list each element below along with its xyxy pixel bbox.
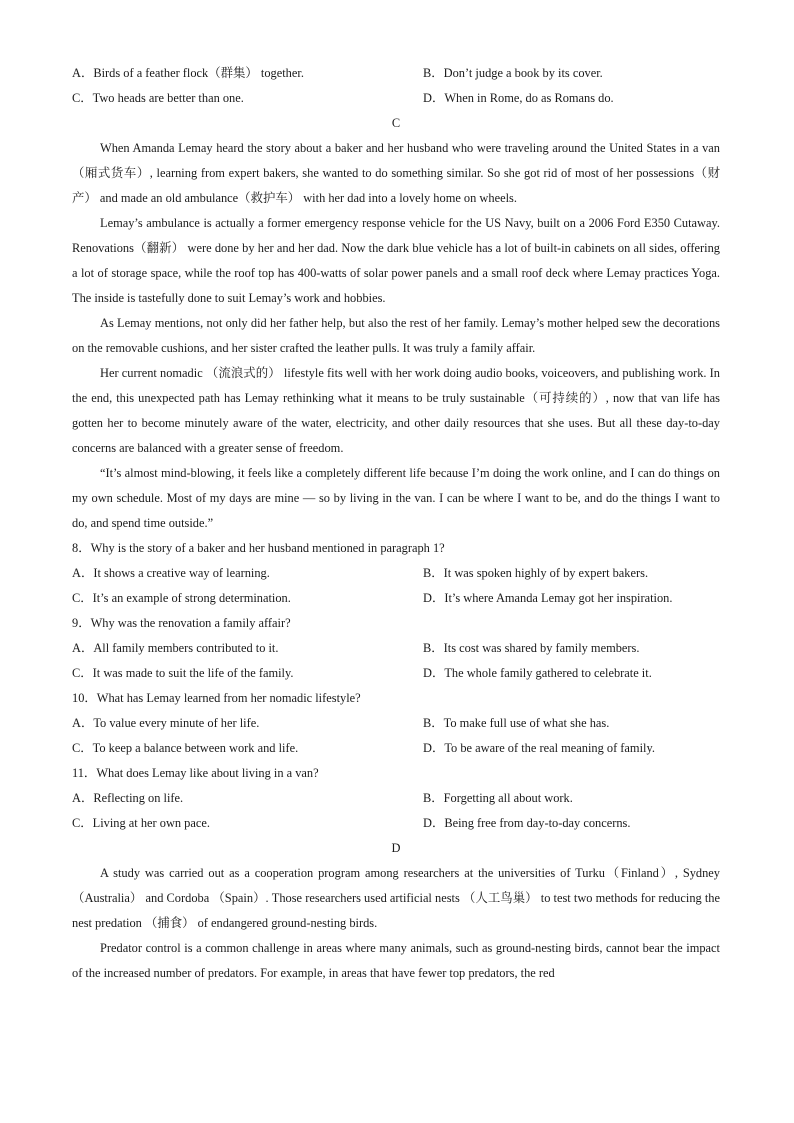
passage-c-paragraph-1: When Amanda Lemay heard the story about a baker and her husband who were traveling around the United States in a van（厢式货车）, learning from expert bakers, she wanted to do something similar. So she got rid of most of her possessions（财产） and made an old ambulance（救护车） with her dad into a lovely home on wheels. <box>72 141 720 205</box>
option-b: B．To make full use of what she has. <box>423 716 610 730</box>
passage-c-paragraph-4: Her current nomadic （流浪式的） lifestyle fits well with her work doing audio books, voiceovers, and publishing work. In the end, this unexpected path has Lemay rethinking what it means to be truly sustainable（可持续的）, now that van life has gotten her to become minutely aware of the water, electricity, and other daily resources that she uses. But all these day-to-day concerns are balanced with a greater sense of freedom. <box>72 366 720 455</box>
question-10-option-row <box>72 711 720 736</box>
option-a: A．Reflecting on life. <box>72 791 184 805</box>
option-b: B．It was spoken highly of by expert bakers. <box>423 566 649 580</box>
option-d: D．The whole family gathered to celebrate it. <box>423 666 652 680</box>
question-9-option-row <box>72 636 720 661</box>
section-d-heading: D <box>391 841 401 855</box>
option-b: B．Don’t judge a book by its cover. <box>423 66 603 80</box>
question-11-option-row <box>72 786 720 811</box>
question-11-option-row <box>72 811 720 836</box>
option-c: C．It’s an example of strong determination. <box>72 591 291 605</box>
question-10-option-row <box>72 736 720 761</box>
q7-option-row <box>72 86 720 111</box>
passage-c-paragraph-3: As Lemay mentions, not only did her father help, but also the rest of her family. Lemay’s mother helped sew the decorations on the removable cushions, and her sister crafted the leather pulls. It was truly a family affair. <box>72 316 720 355</box>
option-d: D．To be aware of the real meaning of family. <box>423 741 655 755</box>
option-b: B．Its cost was shared by family members. <box>423 641 640 655</box>
option-a: A．To value every minute of her life. <box>72 716 260 730</box>
option-c: C．Living at her own pace. <box>72 816 210 830</box>
question-9-option-row <box>72 661 720 686</box>
question-8-option-row <box>72 586 720 611</box>
option-b: B．Forgetting all about work. <box>423 791 573 805</box>
question-9-stem: 9．Why was the renovation a family affair? <box>72 616 291 630</box>
question-10-stem: 10．What has Lemay learned from her nomadic lifestyle? <box>72 691 361 705</box>
option-c: C．It was made to suit the life of the family. <box>72 666 294 680</box>
option-d: D．Being free from day-to-day concerns. <box>423 816 631 830</box>
passage-c-paragraph-2: Lemay’s ambulance is actually a former emergency response vehicle for the US Navy, built on a 2006 Ford E350 Cutaway. Renovations（翻新） were done by her and her dad. Now the dark blue vehicle has a lot of built-in cabinets on all sides, offering a lot of storage space, while the roof top has 400-watts of solar power panels and a small roof deck where Lemay practices Yoga. The inside is tastefully done to suit Lemay’s work and hobbies. <box>72 216 720 305</box>
option-a: A．Birds of a feather flock（群集） together. <box>72 66 304 80</box>
question-8-option-row <box>72 561 720 586</box>
option-d: D．When in Rome, do as Romans do. <box>423 91 614 105</box>
passage-d-paragraph-1: A study was carried out as a cooperation program among researchers at the universities of Turku（Finland）, Sydney（Australia） and Cordoba （Spain）. Those researchers used artificial nests （人工鸟巢） to test two methods for reducing the nest predation （捕食） of endangered ground-nesting birds. <box>72 866 720 930</box>
question-8-stem: 8．Why is the story of a baker and her husband mentioned in paragraph 1? <box>72 541 445 555</box>
option-a: A．It shows a creative way of learning. <box>72 566 270 580</box>
passage-d-paragraph-2: Predator control is a common challenge in areas where many animals, such as ground-nesting birds, cannot bear the impact of the increased number of predators. For example, in areas that have fewer top predators, the red <box>72 941 720 980</box>
option-a: A．All family members contributed to it. <box>72 641 279 655</box>
section-c-heading: C <box>391 116 401 130</box>
option-c: C．To keep a balance between work and life. <box>72 741 299 755</box>
question-11-stem: 11．What does Lemay like about living in a van? <box>72 766 319 780</box>
exam-page <box>72 61 720 986</box>
option-d: D．It’s where Amanda Lemay got her inspiration. <box>423 591 673 605</box>
q7-option-row <box>72 61 720 86</box>
option-c: C．Two heads are better than one. <box>72 91 244 105</box>
passage-c-paragraph-5: “It’s almost mind-blowing, it feels like a completely different life because I’m doing the work online, and I can do things on my own schedule. Most of my days are mine — so by living in the van. I can be where I want to be, and do the things I want to do, and spend time outside.” <box>72 466 720 530</box>
